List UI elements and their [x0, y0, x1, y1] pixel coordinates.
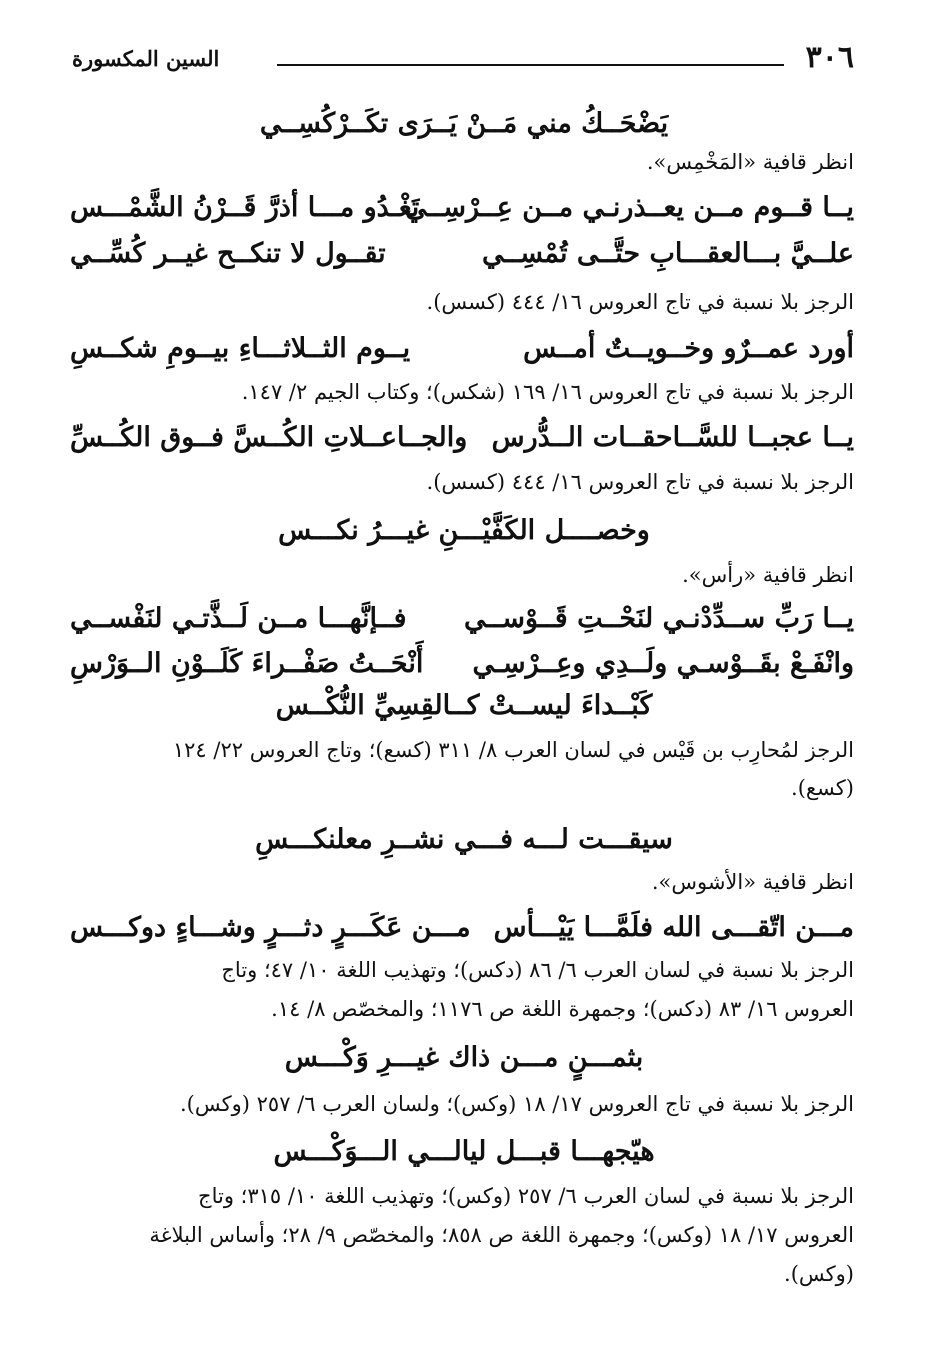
citation: العروس ١٦/ ٨٣ (دكس)؛ وجمهرة اللغة ص ١١٧٦؛ والمخصّص ٨/ ١٤.: [271, 997, 854, 1021]
citation: الرجز بلا نسبة في تاج العروس ١٧/ ١٨ (وكس)؛ ولسان العرب ٦/ ٢٥٧ (وكس).: [180, 1092, 854, 1116]
page-header: [72, 40, 854, 80]
verse-line: هيّجهـــا قبـــل ليالـــي الـــوَكْـــس: [273, 1136, 655, 1167]
verse-line: سيقـــت لـــه فـــي نشــرِ معلنكـــسِ: [255, 824, 673, 855]
couplet: [70, 912, 854, 952]
see-reference: انظر قافية «رأس».: [682, 563, 854, 587]
citation: الرجز بلا نسبة في تاج العروس ١٦/ ٤٤٤ (كسس).: [426, 290, 854, 314]
verse-line: كَبْــداءَ ليســتْ كــالقِسِيِّ النُّكْــس: [275, 690, 653, 721]
second-hemistich: مـــن عَكَـــرٍ دثـــرٍ وشـــاءٍ دوكـــس: [70, 912, 471, 943]
second-hemistich: أَنْحَــتُ صَفْــراءَ كَلَــوْنِ الــوَرْسِ: [70, 648, 424, 679]
see-reference: انظر قافية «الأشوس».: [651, 870, 854, 894]
verse-line: وخصــــل الكَفَّيْـــنِ غيـــرُ نكـــس: [278, 515, 650, 546]
couplet: [70, 192, 854, 232]
running-title: السين المكسورة: [72, 46, 220, 71]
second-hemistich: يــوم الثــلاثـــاءِ بيــومِ شكــسِ: [70, 333, 411, 364]
couplet: [70, 648, 854, 688]
first-hemistich: علــيَّ بـــالعقـــابِ حتَّــى تُمْسِــي: [481, 238, 854, 269]
citation: (وكس).: [784, 1262, 854, 1286]
second-hemistich: تَغْـدُو مـــا أذرَّ قَــرْنُ الشَّمْـــس: [70, 192, 420, 223]
first-hemistich: مـــن اتّقـــى الله فلَمَّـــا يَيْـــأس: [493, 912, 854, 943]
verse-line: يَضْحَــكُ مني مَــنْ يَــرَى تكَــرْكُسِــي: [259, 108, 669, 139]
citation: الرجز بلا نسبة في تاج العروس ١٦/ ١٦٩ (شكس)؛ وكتاب الجيم ٢/ ١٤٧.: [241, 380, 854, 404]
couplet: [70, 603, 854, 643]
verse-line: بثمـــنٍ مـــن ذاك غيـــرِ وَكْـــس: [284, 1042, 644, 1073]
citation: الرجز بلا نسبة في تاج العروس ١٦/ ٤٤٤ (كسس).: [426, 470, 854, 494]
second-hemistich: فــإنَّهـــا مــن لَــذَّتـي لنَفْســي: [70, 603, 407, 634]
couplet: [70, 422, 854, 462]
second-hemistich: والجــاعــلاتِ الكُــسَّ فــوق الكُــسِّ: [70, 422, 468, 453]
see-reference: انظر قافية «المَخْمِس».: [646, 150, 854, 174]
first-hemistich: أورد عمــرٌو وخــويــتٌ أمــس: [523, 333, 854, 364]
couplet: [70, 238, 854, 278]
header-rule: [277, 64, 784, 66]
first-hemistich: يــا عجبــا للسَّــاحقــات الــدُّرس: [491, 422, 854, 453]
citation: الرجز بلا نسبة في لسان العرب ٦/ ٢٥٧ (وكس)؛ وتهذيب اللغة ١٠/ ٣١٥؛ وتاج: [198, 1184, 854, 1208]
first-hemistich: وانْفَـعْ بقَــوْسـي ولَــدِي وعِــرْسِـي: [472, 648, 854, 679]
first-hemistich: يــا قــوم مــن يعــذرنـي مــن عِــرْسِــي: [405, 192, 854, 223]
citation: العروس ١٧/ ١٨ (وكس)؛ وجمهرة اللغة ص ٨٥٨؛ والمخصّص ٩/ ٢٨؛ وأساس البلاغة: [149, 1223, 854, 1247]
first-hemistich: يــا رَبِّ ســدِّدْنـي لنَحْــتِ قَــوْســي: [464, 603, 854, 634]
couplet: [70, 333, 854, 373]
citation: الرجز بلا نسبة في لسان العرب ٦/ ٨٦ (دكس)؛ وتهذيب اللغة ١٠/ ٤٧؛ وتاج: [221, 958, 854, 982]
second-hemistich: تقــول لا تنكــح غيــر كُسِّــي: [70, 238, 386, 269]
citation: (كسع).: [791, 776, 854, 800]
page-number: ٣٠٦: [805, 40, 854, 75]
citation: الرجز لمُحارِب بن قَيْس في لسان العرب ٨/ ٣١١ (كسع)؛ وتاج العروس ٢٢/ ١٢٤: [172, 738, 854, 762]
